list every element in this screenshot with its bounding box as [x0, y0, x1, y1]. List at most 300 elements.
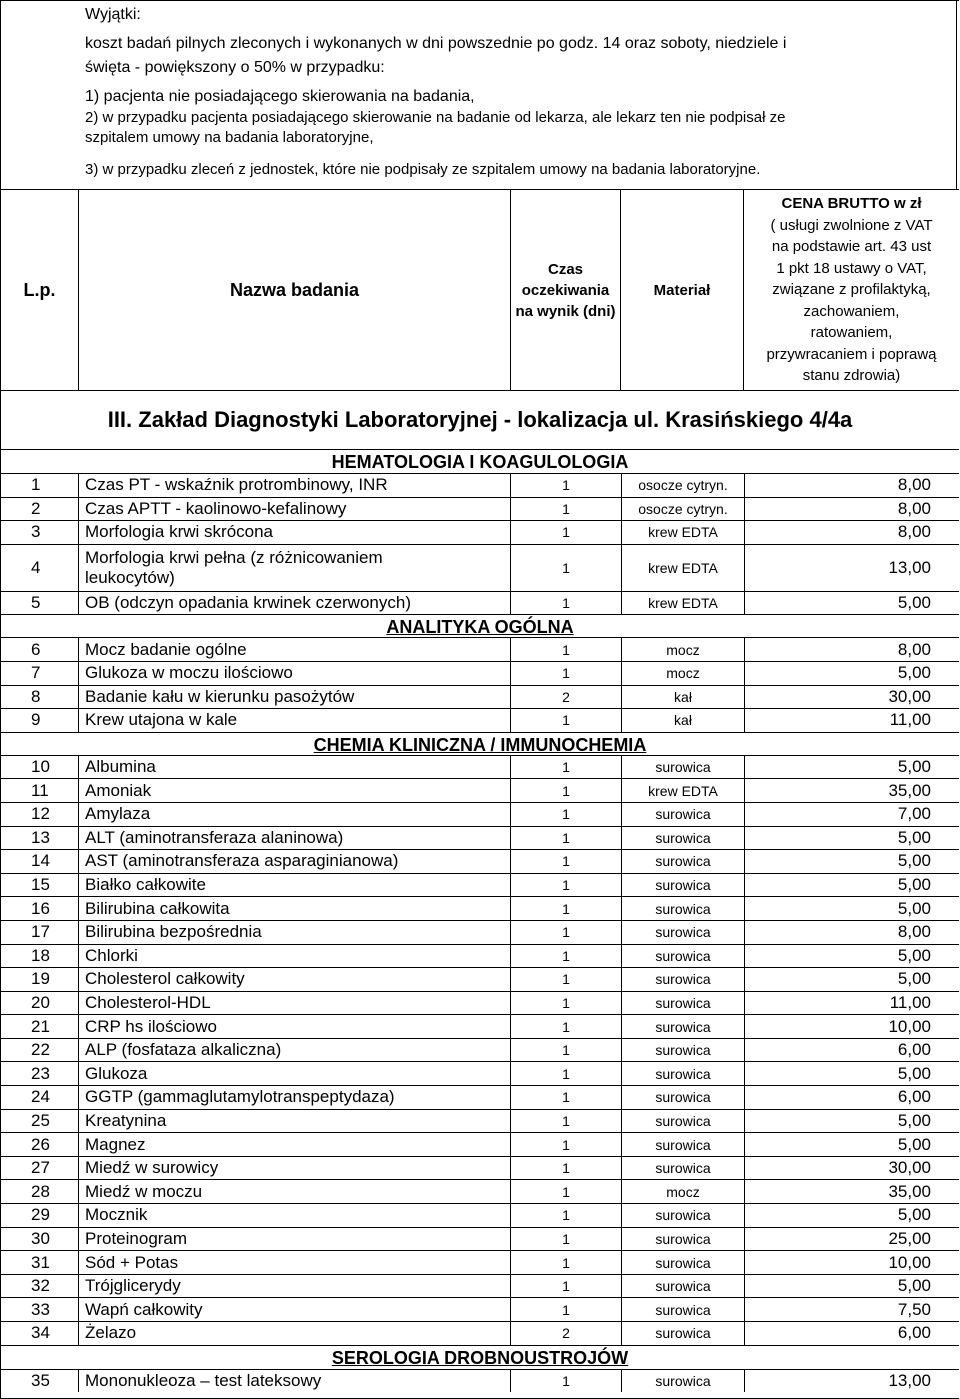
- header-price: [744, 190, 959, 390]
- test-name-text: Kreatynina: [85, 1110, 167, 1130]
- test-price: [744, 474, 959, 497]
- sample-material-text: surowica: [655, 853, 711, 870]
- row-number: [1, 1062, 79, 1085]
- header-price-note: zachowaniem,: [803, 302, 900, 320]
- header-price-note: ( usługi zwolnione z VAT: [770, 216, 933, 234]
- header-price-title: CENA BRUTTO w zł: [781, 195, 922, 213]
- wait-days: [511, 992, 621, 1015]
- test-name-text: Morfologia krwi skrócona: [85, 522, 274, 542]
- sample-material-text: surowica: [655, 1160, 711, 1177]
- row-number-text: 27: [31, 1158, 50, 1178]
- category-title: SEROLOGIA DROBNOUSTROJÓW: [331, 1347, 629, 1368]
- header-wait-time: [511, 190, 621, 390]
- row-number: [1, 945, 79, 968]
- test-name-text: Krew utajona w kale: [85, 710, 238, 730]
- row-number-text: 31: [31, 1252, 50, 1272]
- wait-days-text: 1: [562, 1278, 570, 1295]
- header-price-note: stanu zdrowia): [802, 367, 901, 385]
- wait-days: [511, 850, 621, 873]
- sample-material-text: surowica: [655, 1254, 711, 1271]
- test-name: [79, 1275, 511, 1298]
- test-price: [744, 874, 959, 897]
- test-price: [744, 1370, 959, 1393]
- wait-days-text: 1: [562, 559, 570, 576]
- test-price-text: 5,00: [897, 593, 931, 613]
- test-price-text: 8,00: [897, 922, 931, 942]
- table-row: [1, 1109, 959, 1133]
- sample-material-text: surowica: [655, 806, 711, 823]
- category-title: HEMATOLOGIA I KOAGULOLOGIA: [331, 452, 629, 472]
- wait-days-text: 1: [562, 665, 570, 682]
- row-number: [1, 686, 79, 709]
- table-row: [1, 778, 959, 802]
- test-price-text: 8,00: [897, 639, 931, 659]
- test-name: [79, 638, 511, 661]
- test-name-text: Mononukleoza – test lateksowy: [85, 1370, 322, 1390]
- test-name-text: Żelazo: [85, 1323, 137, 1343]
- sample-material-text: surowica: [655, 900, 711, 917]
- test-price: [744, 1086, 959, 1109]
- test-name: [79, 474, 511, 497]
- test-name: [79, 921, 511, 944]
- row-number-text: 32: [31, 1276, 50, 1296]
- table-row: [1, 1085, 959, 1109]
- test-price-text: 13,00: [888, 557, 931, 577]
- sample-material: [621, 1298, 744, 1321]
- test-price-text: 11,00: [889, 992, 931, 1012]
- table-row: [1, 1203, 959, 1227]
- test-name: [79, 1204, 511, 1227]
- wait-days: [511, 945, 621, 968]
- notes-line: koszt badań pilnych zleconych i wykonanych w dni powszednie po godz. 14 oraz soboty, niedziele i: [85, 35, 787, 52]
- row-number-text: 1: [31, 475, 41, 495]
- table-row: [1, 1156, 959, 1180]
- wait-days-text: 1: [562, 1018, 570, 1035]
- sample-material: [621, 474, 744, 497]
- table-row: [1, 1250, 959, 1274]
- wait-days-text: 1: [562, 759, 570, 776]
- wait-days-text: 1: [562, 1183, 570, 1200]
- wait-days-text: 2: [562, 688, 570, 705]
- test-price: [744, 1062, 959, 1085]
- test-name-text: AST (aminotransferaza asparaginianowa): [85, 851, 399, 871]
- sample-material: [621, 897, 744, 920]
- wait-days-text: 1: [562, 829, 570, 846]
- sample-material-text: surowica: [655, 1112, 711, 1129]
- row-number: [1, 1133, 79, 1156]
- wait-days: [511, 756, 621, 779]
- test-name-text: Albumina: [85, 757, 156, 777]
- test-name-text: Mocznik: [85, 1205, 148, 1225]
- header-price-note: na podstawie art. 43 ust: [771, 238, 932, 256]
- sample-material-text: osocze cytryn.: [638, 477, 728, 494]
- table-row: [1, 1297, 959, 1321]
- wait-days: [511, 686, 621, 709]
- sample-material: [621, 968, 744, 991]
- wait-days: [511, 662, 621, 685]
- test-price-text: 5,00: [897, 875, 931, 895]
- sample-material-text: surowica: [655, 1230, 711, 1247]
- sample-material-text: surowica: [655, 1065, 711, 1082]
- wait-days: [511, 1180, 621, 1203]
- test-price-text: 10,00: [888, 1252, 931, 1272]
- sample-material-text: surowica: [655, 1372, 711, 1389]
- wait-days: [511, 1204, 621, 1227]
- test-price: [744, 1157, 959, 1180]
- test-price: [744, 921, 959, 944]
- row-number: [1, 1322, 79, 1345]
- test-name-text: Cholesterol-HDL: [85, 992, 211, 1012]
- table-row: [1, 473, 959, 497]
- test-name: [79, 592, 511, 615]
- test-name: [79, 1322, 511, 1345]
- test-name: [79, 850, 511, 873]
- row-number-text: 30: [31, 1228, 50, 1248]
- test-price-text: 7,00: [897, 804, 931, 824]
- row-number: [1, 827, 79, 850]
- row-number: [1, 874, 79, 897]
- row-number-text: 3: [31, 522, 41, 542]
- sample-material-text: surowica: [655, 947, 711, 964]
- test-name: [79, 521, 511, 544]
- test-price-text: 5,00: [897, 898, 931, 918]
- wait-days-text: 1: [562, 595, 570, 612]
- table-row: [1, 661, 959, 685]
- wait-days-text: 1: [562, 806, 570, 823]
- test-price-text: 8,00: [897, 498, 931, 518]
- notes-title: Wyjątki:: [85, 6, 141, 23]
- exceptions-notes: [1, 1, 957, 189]
- sample-material-text: surowica: [655, 1325, 711, 1342]
- wait-days-text: 1: [562, 853, 570, 870]
- wait-days: [511, 521, 621, 544]
- test-name-text: Miedź w surowicy: [85, 1158, 219, 1178]
- test-name-text: Magnez: [85, 1134, 146, 1154]
- sample-material: [621, 1204, 744, 1227]
- test-name: [79, 545, 511, 591]
- category-header: [1, 1345, 959, 1369]
- sample-material-text: surowica: [655, 1089, 711, 1106]
- test-name: [79, 1228, 511, 1251]
- test-name-text: Czas APTT - kaolinowo-kefalinowy: [85, 498, 347, 518]
- wait-days-text: 1: [562, 1301, 570, 1318]
- test-name-text: Mocz badanie ogólne: [85, 639, 247, 659]
- sample-material: [621, 709, 744, 732]
- wait-days: [511, 874, 621, 897]
- row-number: [1, 1180, 79, 1203]
- row-number: [1, 709, 79, 732]
- table-header: [1, 189, 959, 391]
- wait-days-text: 1: [562, 1065, 570, 1082]
- table-row: [1, 1061, 959, 1085]
- sample-material-text: surowica: [655, 829, 711, 846]
- test-price: [744, 1298, 959, 1321]
- wait-days-text: 1: [562, 1042, 570, 1059]
- test-name: [79, 992, 511, 1015]
- test-price: [744, 779, 959, 802]
- sample-material-text: surowica: [655, 1207, 711, 1224]
- sample-material: [621, 756, 744, 779]
- sample-material-text: surowica: [655, 1136, 711, 1153]
- test-price: [744, 498, 959, 521]
- notes-line: święta - powiększony o 50% w przypadku:: [85, 59, 385, 76]
- notes-item: 3) w przypadku zleceń z jednostek, które nie podpisały ze szpitalem umowy na badania laboratoryjne.: [85, 161, 761, 178]
- row-number: [1, 1204, 79, 1227]
- row-number: [1, 803, 79, 826]
- wait-days: [511, 1275, 621, 1298]
- test-price: [744, 638, 959, 661]
- sample-material-text: surowica: [655, 1042, 711, 1059]
- row-number-text: 25: [31, 1110, 50, 1130]
- test-name-text: Czas PT - wskaźnik protrombinowy, INR: [85, 475, 388, 495]
- sample-material: [621, 638, 744, 661]
- wait-days: [511, 1228, 621, 1251]
- sample-material-text: surowica: [655, 1018, 711, 1035]
- sample-material: [621, 874, 744, 897]
- sample-material: [621, 1039, 744, 1062]
- wait-days-text: 2: [562, 1325, 570, 1342]
- sample-material: [621, 1322, 744, 1345]
- sample-material-text: krew EDTA: [648, 559, 718, 576]
- wait-days-text: 1: [562, 971, 570, 988]
- row-number: [1, 1110, 79, 1133]
- wait-days-text: 1: [562, 1207, 570, 1224]
- test-name-text: GGTP (gammaglutamylotranspeptydaza): [85, 1087, 395, 1107]
- wait-days-text: 1: [562, 641, 570, 658]
- test-price-text: 5,00: [897, 757, 931, 777]
- wait-days: [511, 592, 621, 615]
- row-number-text: 17: [31, 922, 50, 942]
- sample-material-text: mocz: [666, 1183, 700, 1200]
- row-number-text: 19: [31, 969, 50, 989]
- test-name: [79, 662, 511, 685]
- row-number: [1, 921, 79, 944]
- test-price: [744, 1133, 959, 1156]
- test-price: [744, 1228, 959, 1251]
- test-name: [79, 1086, 511, 1109]
- test-name-text: Bilirubina całkowita: [85, 898, 230, 918]
- table-row: [1, 849, 959, 873]
- row-number-text: 15: [31, 875, 50, 895]
- wait-days: [511, 1251, 621, 1274]
- wait-days-text: 1: [562, 524, 570, 541]
- test-name: [79, 1039, 511, 1062]
- test-price: [744, 803, 959, 826]
- wait-days: [511, 1015, 621, 1038]
- row-number: [1, 521, 79, 544]
- sample-material: [621, 1228, 744, 1251]
- wait-days: [511, 638, 621, 661]
- sample-material: [621, 779, 744, 802]
- row-number-text: 5: [31, 593, 41, 613]
- test-name-text: Glukoza: [85, 1063, 148, 1083]
- row-number-text: 6: [31, 639, 41, 659]
- test-price: [744, 521, 959, 544]
- header-price-note: ratowaniem,: [810, 324, 893, 342]
- test-price: [744, 756, 959, 779]
- test-price-text: 13,00: [888, 1370, 931, 1390]
- test-price: [744, 968, 959, 991]
- row-number-text: 7: [31, 663, 41, 683]
- table-row: [1, 802, 959, 826]
- header-wait-time-line: na wynik (dni): [515, 302, 616, 320]
- test-name: [79, 1110, 511, 1133]
- test-price-text: 5,00: [897, 1276, 931, 1296]
- test-price: [744, 1275, 959, 1298]
- wait-days-text: 1: [562, 947, 570, 964]
- test-name-text: Trójglicerydy: [85, 1276, 181, 1296]
- sample-material: [621, 1133, 744, 1156]
- test-name-text: Cholesterol całkowity: [85, 969, 245, 989]
- test-price-text: 11,00: [889, 710, 931, 730]
- sample-material: [621, 662, 744, 685]
- sample-material: [621, 945, 744, 968]
- sample-material: [621, 1180, 744, 1203]
- test-name-text: Sód + Potas: [85, 1252, 179, 1272]
- table-row: [1, 1369, 959, 1393]
- sample-material-text: krew EDTA: [648, 524, 718, 541]
- table-row: [1, 991, 959, 1015]
- row-number: [1, 1228, 79, 1251]
- test-price-text: 35,00: [888, 1181, 931, 1201]
- wait-days: [511, 1039, 621, 1062]
- test-price-text: 30,00: [888, 1158, 931, 1178]
- wait-days: [511, 1086, 621, 1109]
- test-price-text: 6,00: [897, 1323, 931, 1343]
- wait-days: [511, 1062, 621, 1085]
- notes-item: szpitalem umowy na badania laboratoryjne,: [85, 129, 374, 146]
- table-row: [1, 920, 959, 944]
- test-name-text: Bilirubina bezpośrednia: [85, 922, 262, 942]
- wait-days-text: 1: [562, 1089, 570, 1106]
- wait-days: [511, 779, 621, 802]
- test-price-text: 6,00: [897, 1040, 931, 1060]
- test-name-text: ALP (fosfataza alkaliczna): [85, 1040, 282, 1060]
- category-header: [1, 732, 959, 755]
- test-name: [79, 1062, 511, 1085]
- test-price: [744, 827, 959, 850]
- test-name-text: Miedź w moczu: [85, 1181, 203, 1201]
- sample-material-text: surowica: [655, 994, 711, 1011]
- test-price-text: 8,00: [897, 522, 931, 542]
- row-number: [1, 638, 79, 661]
- wait-days: [511, 709, 621, 732]
- category-header: [1, 614, 959, 637]
- sample-material: [621, 545, 744, 591]
- sample-material-text: surowica: [655, 1278, 711, 1295]
- test-price: [744, 1039, 959, 1062]
- test-price-text: 5,00: [897, 827, 931, 847]
- table-row: [1, 873, 959, 897]
- wait-days-text: 1: [562, 924, 570, 941]
- table-row: [1, 1321, 959, 1345]
- sample-material-text: surowica: [655, 877, 711, 894]
- header-price-note: związane z profilaktyką,: [772, 281, 931, 299]
- row-number-text: 20: [31, 992, 50, 1012]
- test-name: [79, 1298, 511, 1321]
- test-name-text: Proteinogram: [85, 1228, 188, 1248]
- row-number: [1, 592, 79, 615]
- test-price-text: 5,00: [897, 945, 931, 965]
- test-price-text: 5,00: [897, 1110, 931, 1130]
- test-price-text: 6,00: [897, 1087, 931, 1107]
- row-number: [1, 1298, 79, 1321]
- wait-days: [511, 921, 621, 944]
- wait-days-text: 1: [562, 782, 570, 799]
- header-lp: L.p.: [1, 190, 79, 390]
- test-price-text: 5,00: [897, 1205, 931, 1225]
- test-price: [744, 945, 959, 968]
- table-row: [1, 497, 959, 521]
- header-name: Nazwa badania: [79, 190, 511, 390]
- wait-days: [511, 1322, 621, 1345]
- table-row: [1, 1227, 959, 1251]
- sample-material: [621, 1086, 744, 1109]
- row-number-text: 8: [31, 686, 41, 706]
- row-number-text: 23: [31, 1063, 50, 1083]
- test-price: [744, 686, 959, 709]
- wait-days-text: 1: [562, 477, 570, 494]
- table-row: [1, 1038, 959, 1062]
- wait-days: [511, 827, 621, 850]
- wait-days: [511, 1370, 621, 1393]
- wait-days-text: 1: [562, 1230, 570, 1247]
- table-row: [1, 685, 959, 709]
- test-price: [744, 1204, 959, 1227]
- category-header: [1, 449, 959, 473]
- test-name: [79, 1015, 511, 1038]
- sample-material: [621, 827, 744, 850]
- test-name: [79, 945, 511, 968]
- row-number: [1, 1015, 79, 1038]
- sample-material-text: krew EDTA: [648, 782, 718, 799]
- test-price: [744, 592, 959, 615]
- sample-material-text: surowica: [655, 971, 711, 988]
- sample-material-text: mocz: [666, 665, 700, 682]
- row-number-text: 28: [31, 1181, 50, 1201]
- wait-days: [511, 1133, 621, 1156]
- sample-material-text: mocz: [666, 641, 700, 658]
- row-number: [1, 1157, 79, 1180]
- table-row: [1, 826, 959, 850]
- test-name-text: Chlorki: [85, 945, 138, 965]
- sample-material-text: kał: [674, 688, 692, 705]
- test-name: [79, 1370, 511, 1393]
- sample-material: [621, 992, 744, 1015]
- row-number: [1, 968, 79, 991]
- notes-item: 2) w przypadku pacjenta posiadającego skierowanie na badanie od lekarza, ale lekarz ten nie podpisał ze: [85, 109, 786, 126]
- header-material: Materiał: [621, 190, 744, 390]
- wait-days: [511, 968, 621, 991]
- row-number-text: 22: [31, 1040, 50, 1060]
- test-price-text: 5,00: [897, 663, 931, 683]
- sample-material-text: osocze cytryn.: [638, 500, 728, 517]
- row-number-text: 24: [31, 1087, 50, 1107]
- sample-material-text: surowica: [655, 759, 711, 776]
- header-price-note: przywracaniem i poprawą: [766, 345, 937, 363]
- row-number: [1, 498, 79, 521]
- wait-days-text: 1: [562, 877, 570, 894]
- sample-material-text: kał: [674, 712, 692, 729]
- wait-days-text: 1: [562, 1372, 570, 1389]
- sample-material: [621, 498, 744, 521]
- test-price: [744, 897, 959, 920]
- test-name: [79, 686, 511, 709]
- test-price-text: 8,00: [897, 475, 931, 495]
- row-number: [1, 992, 79, 1015]
- row-number-text: 4: [31, 557, 41, 577]
- category-title: ANALITYKA OGÓLNA: [386, 617, 574, 638]
